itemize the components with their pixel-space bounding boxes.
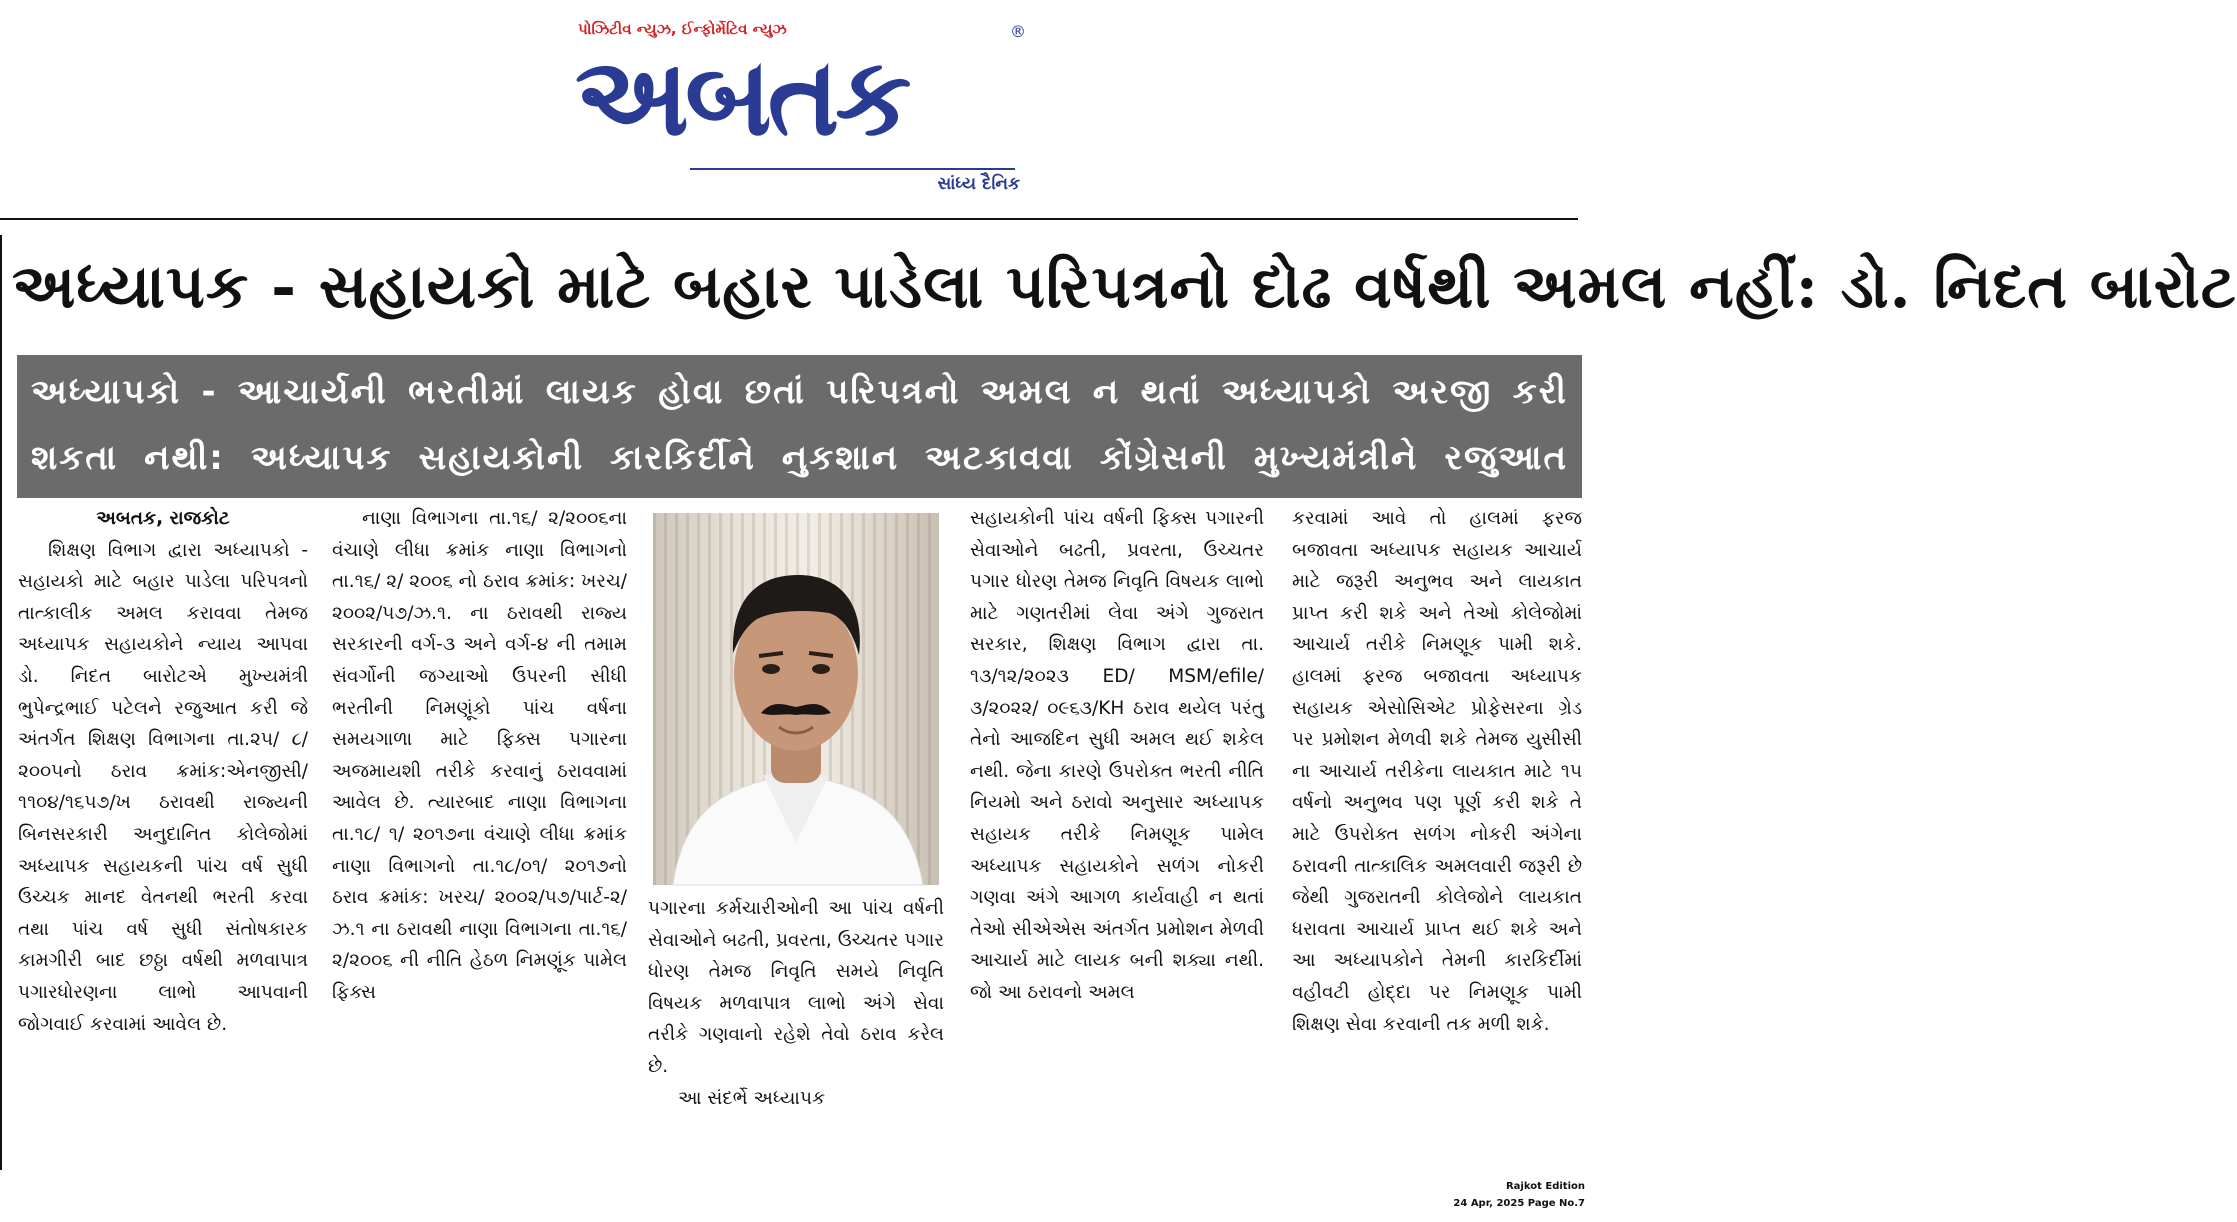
masthead (0, 0, 1605, 210)
column-1-text: શિક્ષણ વિભાગ દ્વારા અધ્યાપકો - સહાયકો માટે બહાર પાડેલા પરિપત્રનો તાત્કાલીક અમલ કરાવવા તેમજ અધ્યાપક સહાયકોને ન્યાય આપવા ડો. નિદત બારોટએ મુખ્યમંત્રી ભુપેન્દ્રભાઈ પટેલને રજુઆત કરી જે અંતર્ગત શિક્ષણ વિભાગના તા.૨૫/ ૮/ ૨૦૦૫નો ઠરાવ ક્રમાંક:એનજીસી/ ૧૧૦૪/૧૬૫૭/ખ ઠરાવથી રાજ્યની બિનસરકારી અનુદાનિત કોલેજોમાં અધ્યાપક સહાયકની પાંચ વર્ષ સુધી ઉચ્ચક માનદ વેતનથી ભરતી કરવા તથા પાંચ વર્ષ સુધી સંતોષકારક કામગીરી બાદ છઠ્ઠા વર્ષથી મળવાપાત્ર પગારધોરણના લાભો આપવાની જોગવાઈ કરવામાં આવેલ છે. (18, 539, 308, 1035)
article-column-1 (18, 503, 308, 1163)
edition-info (1385, 1178, 1585, 1212)
column-3-text: પગારના કર્મચારીઓની આ પાંચ વર્ષની સેવાઓને બઢતી, પ્રવરતા, ઉચ્ચતર પગાર ધોરણ તેમજ નિવૃતિ સમયે નિવૃતિ વિષયક મળવાપાત્ર લાભો અંગે સેવા તરીકે ગણવાનો રહેશે તેવો ઠરાવ કરેલ છે. (648, 898, 944, 1077)
article-column-4 (970, 503, 1264, 1163)
article-subheadline: અધ્યાપકો - આચાર્યની ભરતીમાં લાયક હોવા છતાં પરિપત્રનો અમલ ન થતાં અધ્યાપકો અરજી કરી શકતા નથી: અધ્યાપક સહાયકોની કારકિર્દીને નુકશાન અટકાવવા કોંગ્રેસની મુખ્યમંત્રીને રજુઆત (17, 355, 1582, 498)
left-border (0, 235, 2, 1170)
edition-name: Rajkot Edition (1505, 1181, 1585, 1192)
dateline: અબતક, રાજકોટ (96, 508, 230, 529)
top-divider (0, 218, 1578, 220)
masthead-tagline: પોઝિટીવ ન્યુઝ, ઈન્ફોર્મેટિવ ન્યુઝ (578, 20, 787, 38)
masthead-subtitle: સાંધ્ય દૈનિક (937, 174, 1020, 194)
portrait-photo (653, 513, 939, 885)
column-4-text: સહાયકોની પાંચ વર્ષની ફિક્સ પગારની સેવાઓને બઢતી, પ્રવરતા, ઉચ્ચતર પગાર ધોરણ તેમજ નિવૃતિ વિષયક લાભો માટે ગણતરીમાં લેવા અંગે ગુજરાત સરકાર, શિક્ષણ વિભાગ દ્વારા તા. ૧૩/૧૨/૨૦૨૩ ED/ MSM/efile/૩/૨૦૨૨/ ૦૯૬૩/KH ઠરાવ થયેલ પરંતુ તેનો આજદિન સુધી અમલ થઈ શકેલ નથી. જેના કારણે ઉપરોક્ત ભરતી નીતિ નિયમો અને ઠરાવો અનુસાર અધ્યાપક સહાયક તરીકે નિમણૂક પામેલ અધ્યાપક સહાયકોને સળંગ નોકરી ગણવા અંગે આગળ કાર્યવાહી ન થતાં તેઓ સીએએસ અંતર્ગત પ્રમોશન મેળવી આચાર્ય માટે લાયક બની શક્યા નથી. જો આ ઠરાવનો અમલ (970, 508, 1264, 1003)
column-5-text: કરવામાં આવે તો હાલમાં ફરજ બજાવતા અધ્યાપક સહાયક આચાર્ય માટે જરૂરી અનુભવ અને લાયકાત પ્રાપ્ત કરી શકે અને તેઓ કોલેજોમાં આચાર્ય તરીકે નિમણૂક પામી શકે. હાલમાં ફરજ બજાવતા અધ્યાપક સહાયક એસોસિએટ પ્રોફેસરના ગ્રેડ પર પ્રમોશન મેળવી શકે તેમજ યુસીસી ના આચાર્ય તરીકેના લાયકાત માટે ૧૫ વર્ષનો અનુભવ પણ પૂર્ણ કરી શકે તે માટે ઉપરોક્ત સળંગ નોકરી અંગેના ઠરાવની તાત્કાલિક અમલવારી જરૂરી છે જેથી ગુજરાતની કોલેજોને લાયકાત ધરાવતા આચાર્ય પ્રાપ્ત થઈ શકે અને આ અધ્યાપકોને તેમની કારકિર્દીમાં વહીવટી હોદ્દા પર નિમણૂક પામી શિક્ષણ સેવા કરવાની તક મળી શકે. (1292, 508, 1582, 1035)
newspaper-logo: અબતક (575, 35, 908, 160)
person-portrait-image (653, 513, 939, 885)
article-headline: અધ્યાપક - સહાયકો માટે બહાર પાડેલા પરિપત્રનો દોઢ વર્ષથી અમલ નહીં: ડો. નિદત બારોટ (12, 252, 2237, 322)
article-column-2 (332, 503, 627, 1163)
edition-date-page: 24 Apr, 2025 Page No.7 (1453, 1198, 1585, 1209)
registered-mark-icon: ® (1010, 22, 1026, 41)
column-3-continued: આ સંદર્ભે અધ્યાપક (678, 1087, 826, 1109)
article-column-3 (648, 893, 944, 1163)
logo-underline (690, 168, 1015, 170)
article-column-5 (1292, 503, 1582, 1163)
column-2-text: નાણા વિભાગના તા.૧૬/ ૨/૨૦૦૬ના વંચાણે લીધા ક્રમાંક નાણા વિભાગનો તા.૧૬/ ૨/ ૨૦૦૬ નો ઠરાવ ક્રમાંક: ખરચ/ ૨૦૦૨/૫૭/ઝ.૧. ના ઠરાવથી રાજ્ય સરકારની વર્ગ-૩ અને વર્ગ-૪ ની તમામ સંવર્ગોની જગ્યાઓ ઉપરની સીધી ભરતીની નિમણૂંકો પાંચ વર્ષના સમયગાળા માટે ફિક્સ પગારના અજમાયશી તરીકે કરવાનું ઠરાવવામાં આવેલ છે. ત્યારબાદ નાણા વિભાગના તા.૧૮/ ૧/ ૨૦૧૭ના વંચાણે લીધા ક્રમાંક નાણા વિભાગનો તા.૧૮/૦૧/ ૨૦૧૭નો ઠરાવ ક્રમાંક: ખરચ/ ૨૦૦૨/૫૭/પાર્ટ-૨/ઝ.૧ ના ઠરાવથી નાણા વિભાગના તા.૧૬/ ૨/૨૦૦૬ ની નીતિ હેઠળ નિમણૂંક પામેલ ફિક્સ (332, 508, 627, 1003)
